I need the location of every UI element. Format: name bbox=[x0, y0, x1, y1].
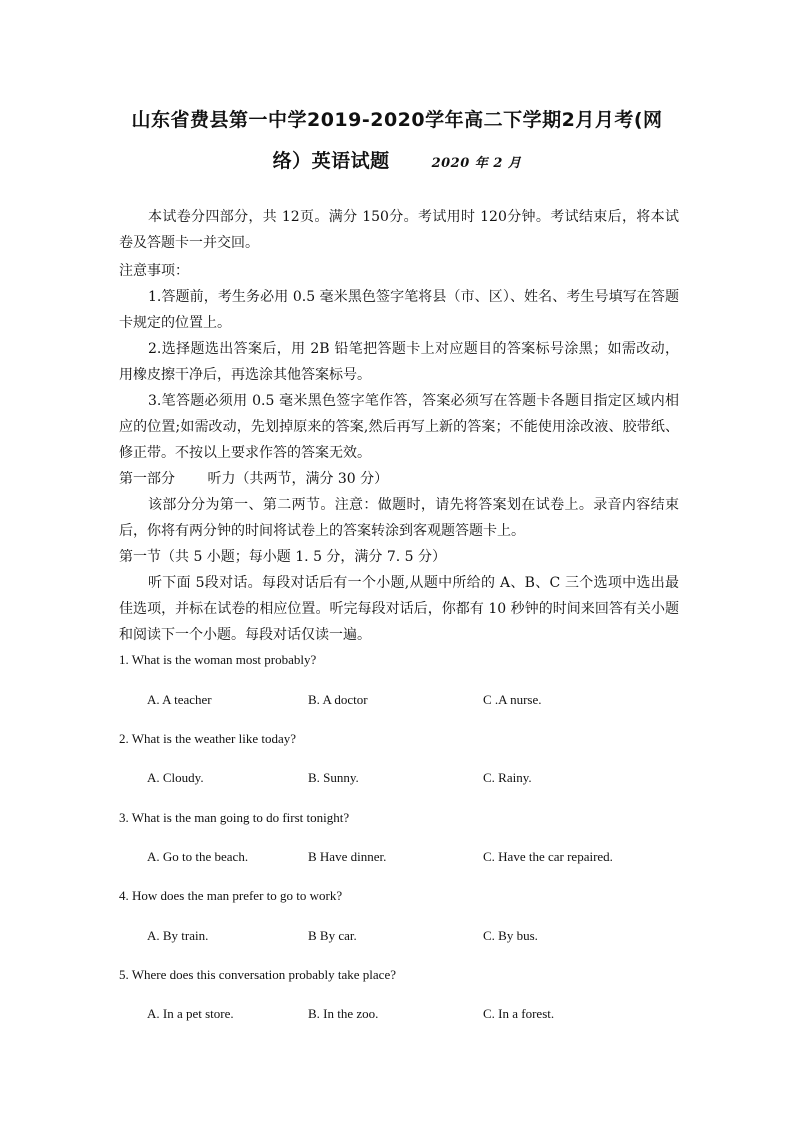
question-1: 1. What is the woman most probably? bbox=[119, 652, 317, 667]
exam-date: 2020 年 2 月 bbox=[431, 156, 522, 171]
exam-title-line-1: 山东省费县第一中学2019-2020学年高二下学期2月月考(网 bbox=[131, 109, 663, 131]
note-item-2: 2.选择题选出答案后，用 2B 铅笔把答题卡上对应题目的答案标号涂黑；如需改动，用橡皮擦干净后，再选涂其他答案标号。 bbox=[119, 341, 679, 383]
notes-heading: 注意事项： bbox=[119, 263, 189, 279]
question-1-option-b: B. A doctor bbox=[308, 692, 368, 707]
question-2-option-c: C. Rainy. bbox=[483, 770, 532, 785]
question-3-option-a: A. Go to the beach. bbox=[147, 849, 249, 864]
question-5-option-c: C. In a forest. bbox=[483, 1006, 555, 1021]
exam-title-line-2 bbox=[0, 146, 794, 173]
question-2-option-b: B. Sunny. bbox=[308, 770, 359, 785]
part1-description: 该部分分为第一、第二两节。注意：做题时，请先将答案划在试卷上。录音内容结束后，你将有两分钟的时间将试卷上的答案转涂到客观题答题卡上。 bbox=[119, 497, 679, 539]
section1-heading: 第一节（共 5 小题；每小题 1. 5 分，满分 7. 5 分） bbox=[119, 549, 447, 565]
question-2-option-a: A. Cloudy. bbox=[147, 770, 204, 785]
question-5-option-a: A. In a pet store. bbox=[147, 1006, 234, 1021]
question-4-option-c: C. By bus. bbox=[483, 928, 538, 943]
section1-description: 听下面 5段对话。每段对话后有一个小题,从题中所给的 A、B、C 三个选项中选出最佳选项，并标在试卷的相应位置。听完每段对话后，你都有 10 秒钟的时间来回答有关小题和阅读下一个小题。每段对话仅读一遍。 bbox=[119, 575, 679, 643]
question-2: 2. What is the weather like today? bbox=[119, 731, 297, 746]
question-3-option-b: B Have dinner. bbox=[308, 849, 387, 864]
question-1-option-a: A. A teacher bbox=[147, 692, 212, 707]
question-5: 5. Where does this conversation probably take place? bbox=[119, 967, 396, 982]
question-4-option-b: B By car. bbox=[308, 928, 357, 943]
part1-heading: 第一部分 听力（共两节，满分 30 分） bbox=[119, 471, 389, 487]
note-item-3: 3.笔答题必须用 0.5 毫米黑色签字笔作答，答案必须写在答题卡各题目指定区域内相应的位置;如需改动，先划掉原来的答案,然后再写上新的答案；不能使用涂改液、胶带纸、修正带。不按以上要求作答的答案无效。 bbox=[119, 393, 679, 461]
exam-title-text: 络）英语试题 bbox=[272, 150, 390, 172]
intro-paragraph: 本试卷分四部分，共 12页。满分 150分。考试用时 120分钟。考试结束后，将本试卷及答题卡一并交回。 bbox=[119, 209, 679, 251]
question-4: 4. How does the man prefer to go to work? bbox=[119, 888, 343, 903]
question-3-option-c: C. Have the car repaired. bbox=[483, 849, 613, 864]
question-5-option-b: B. In the zoo. bbox=[308, 1006, 379, 1021]
question-3: 3. What is the man going to do first tonight? bbox=[119, 810, 350, 825]
question-4-option-a: A. By train. bbox=[147, 928, 209, 943]
question-1-option-c: C .A nurse. bbox=[483, 692, 542, 707]
note-item-1: 1.答题前，考生务必用 0.5 毫米黑色签字笔将县（市、区）、姓名、考生号填写在答题卡规定的位置上。 bbox=[119, 289, 679, 331]
